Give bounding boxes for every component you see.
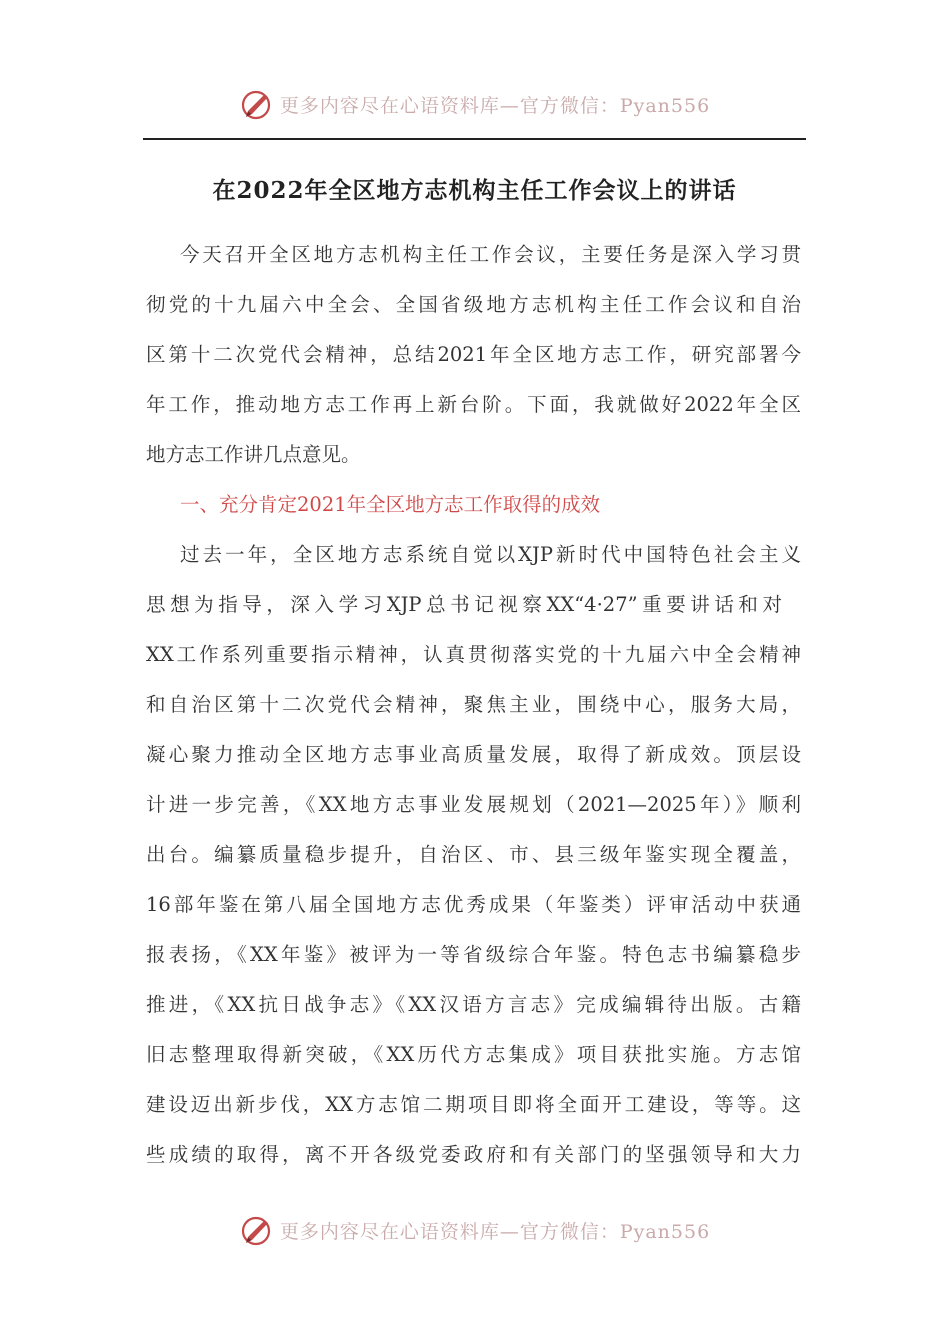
section-heading: 一、充分肯定2021年全区地方志工作取得的成效 <box>180 493 601 516</box>
body-line: 报表扬，《XX年鉴》被评为一等省级综合年鉴。特色志书编纂稳步 <box>146 943 801 966</box>
body-line: 今天召开全区地方志机构主任工作会议，主要任务是深入学习贯 <box>180 243 801 266</box>
body-line: 出台。编纂质量稳步提升，自治区、市、县三级年鉴实现全覆盖， <box>146 843 801 866</box>
body-line: 推进，《XX抗日战争志》《XX汉语方言志》完成编辑待出版。古籍 <box>146 993 801 1016</box>
body-line: 年工作，推动地方志工作再上新台阶。下面，我就做好2022年全区 <box>146 393 801 416</box>
body-line: 彻党的十九届六中全会、全国省级地方志机构主任工作会议和自治 <box>146 293 801 316</box>
header-banner-text: 更多内容尽在心语资料库—官方微信：Pyan556 <box>279 94 711 117</box>
body-line: 16部年鉴在第八届全国地方志优秀成果（年鉴类）评审活动中获通 <box>146 893 801 916</box>
body-line: 过去一年，全区地方志系统自觉以XJP新时代中国特色社会主义 <box>180 543 801 566</box>
header-divider <box>143 138 806 140</box>
footer-banner <box>0 1210 950 1250</box>
body-line: 和自治区第十二次党代会精神，聚焦主业，围绕中心，服务大局， <box>146 693 801 716</box>
document-title: 在2022年全区地方志机构主任工作会议上的讲话 <box>212 177 737 204</box>
body-line: 计进一步完善，《XX地方志事业发展规划（2021—2025年）》顺利 <box>146 793 801 816</box>
body-line: 地方志工作讲几点意见。 <box>146 443 361 466</box>
body-line: 些成绩的取得，离不开各级党委政府和有关部门的坚强领导和大力 <box>146 1143 801 1166</box>
pen-logo-icon <box>240 87 274 121</box>
body-line: 思想为指导，深入学习XJP总书记视察XX“4·27”重要讲话和对 <box>146 593 782 616</box>
header-banner <box>0 84 950 124</box>
footer-banner-text: 更多内容尽在心语资料库—官方微信：Pyan556 <box>279 1220 711 1243</box>
body-line: 旧志整理取得新突破，《XX历代方志集成》项目获批实施。方志馆 <box>146 1043 801 1066</box>
body-line: 凝心聚力推动全区地方志事业高质量发展，取得了新成效。顶层设 <box>146 743 801 766</box>
body-line: XX工作系列重要指示精神，认真贯彻落实党的十九届六中全会精神 <box>146 643 801 666</box>
pen-logo-icon <box>240 1213 274 1247</box>
body-line: 建设迈出新步伐，XX方志馆二期项目即将全面开工建设，等等。这 <box>146 1093 801 1116</box>
body-line: 区第十二次党代会精神，总结2021年全区地方志工作，研究部署今 <box>146 343 801 366</box>
